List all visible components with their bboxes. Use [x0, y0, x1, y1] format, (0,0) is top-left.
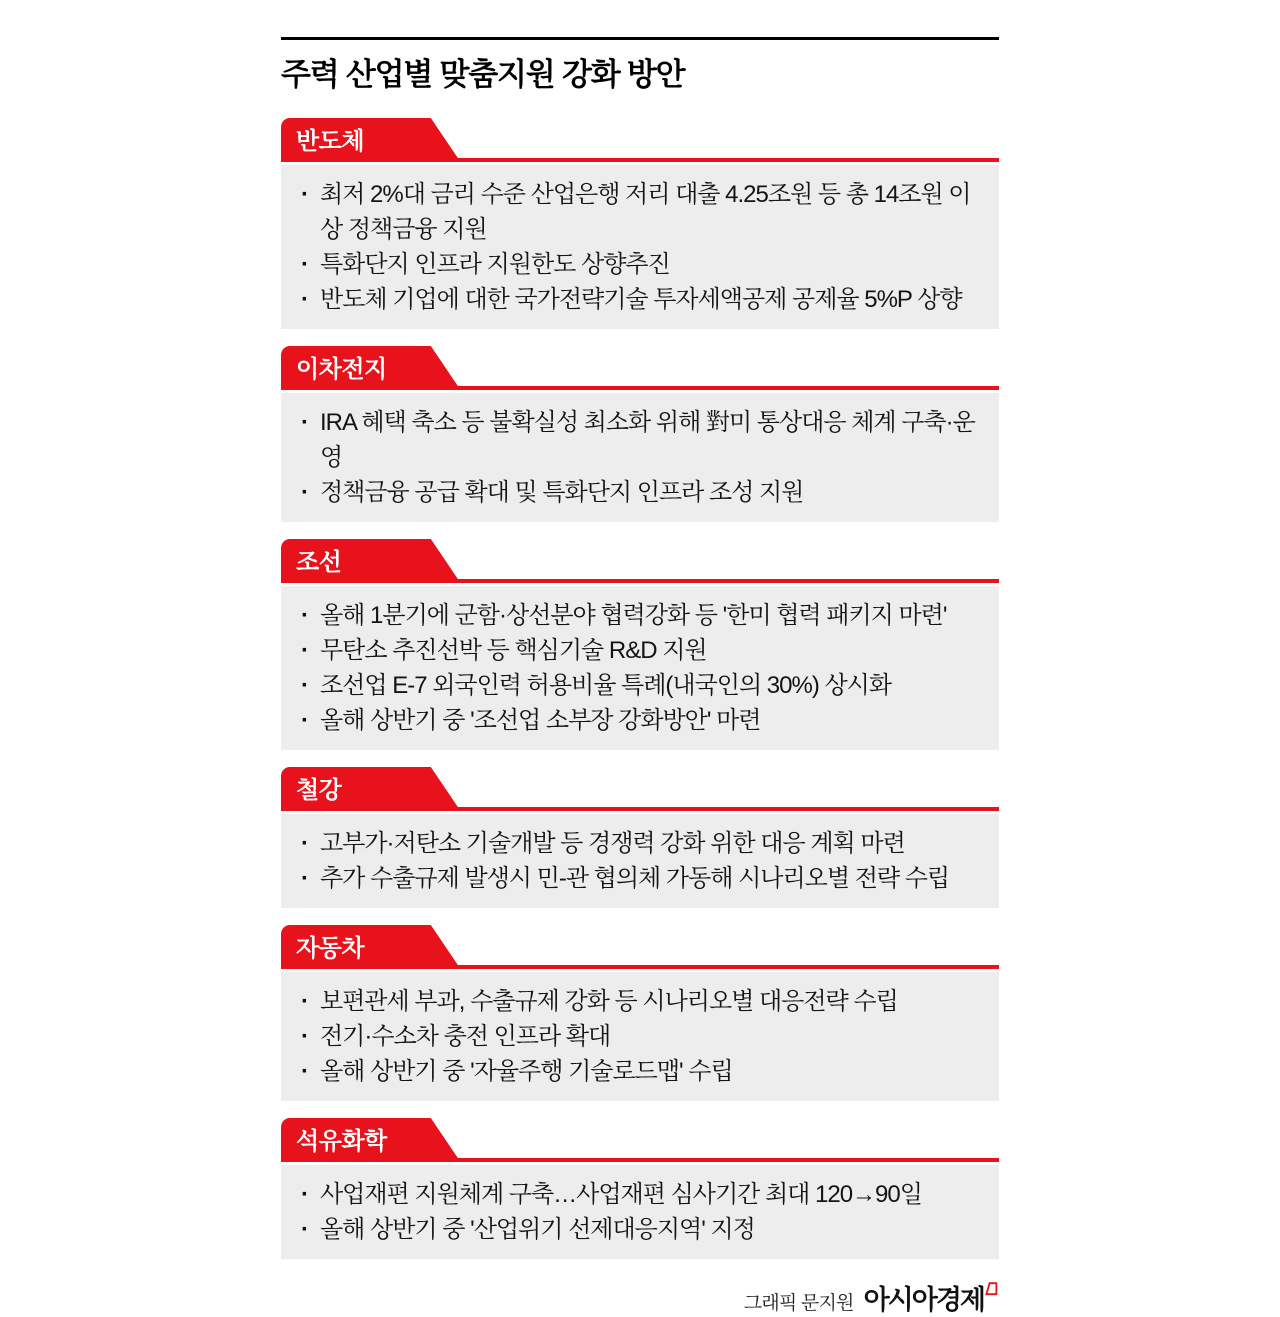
bullet-item — [301, 633, 981, 668]
bullet-item — [301, 1177, 981, 1212]
bullet-text: 올해 상반기 중 '자율주행 기술로드맵' 수립 — [320, 1058, 733, 1086]
footer-credit — [281, 1278, 999, 1317]
bullet-dot-icon — [301, 598, 320, 633]
infographic — [281, 0, 999, 1317]
top-divider-rule — [281, 37, 999, 40]
industry-section — [281, 118, 999, 329]
section-tab-label: 자동차 — [296, 934, 365, 962]
section-tab — [281, 925, 431, 965]
bullet-text: 올해 상반기 중 '산업위기 선제대응지역' 지정 — [320, 1216, 755, 1244]
bullet-dot-icon — [301, 405, 320, 440]
section-panel — [281, 586, 999, 750]
bullet-text: 정책금융 공급 확대 및 특화단지 인프라 조성 지원 — [320, 479, 804, 507]
bullet-item — [301, 861, 981, 896]
brand-logo-text: 아시아경제 — [863, 1285, 984, 1316]
bullet-dot-icon — [301, 703, 320, 738]
bullet-text: 최저 2%대 금리 수준 산업은행 저리 대출 4.25조원 등 총 14조원 이상 정책금융 지원 — [320, 181, 971, 244]
graphic-credit: 그래픽 문지원 — [743, 1293, 854, 1315]
bullet-dot-icon — [301, 633, 320, 668]
page-title: 주력 산업별 맞춤지원 강화 방안 — [281, 57, 685, 92]
section-red-rule — [281, 158, 999, 162]
bullet-item — [301, 282, 981, 317]
bullet-text: 추가 수출규제 발생시 민-관 협의체 가동해 시나리오별 전략 수립 — [320, 865, 950, 893]
industry-section — [281, 925, 999, 1101]
section-tab — [281, 539, 431, 579]
bullet-dot-icon — [301, 668, 320, 703]
bullet-dot-icon — [301, 1054, 320, 1089]
bullet-text: 보편관세 부과, 수출규제 강화 등 시나리오별 대응전략 수립 — [320, 988, 898, 1016]
bullet-text: 올해 상반기 중 '조선업 소부장 강화방안' 마련 — [320, 707, 761, 735]
section-tab-label: 석유화학 — [296, 1127, 387, 1155]
industry-section — [281, 767, 999, 908]
section-tab-label: 조선 — [296, 548, 342, 576]
bullet-item — [301, 826, 981, 861]
bullet-text: 무탄소 추진선박 등 핵심기술 R&D 지원 — [320, 637, 707, 665]
section-panel — [281, 165, 999, 329]
section-tab — [281, 346, 431, 386]
section-tab — [281, 1118, 431, 1158]
section-panel — [281, 814, 999, 908]
section-red-rule — [281, 579, 999, 583]
industry-section — [281, 346, 999, 522]
bullet-dot-icon — [301, 282, 320, 317]
bullet-dot-icon — [301, 1019, 320, 1054]
bullet-dot-icon — [301, 177, 320, 212]
bullet-item — [301, 475, 981, 510]
bullet-text: 올해 1분기에 군함·상선분야 협력강화 등 '한미 협력 패키지 마련' — [320, 602, 947, 630]
bullet-item — [301, 1054, 981, 1089]
bullet-text: 특화단지 인프라 지원한도 상향추진 — [320, 251, 670, 279]
bullet-text: 고부가·저탄소 기술개발 등 경쟁력 강화 위한 대응 계획 마련 — [320, 830, 905, 858]
industry-section — [281, 1118, 999, 1259]
bullet-text: 반도체 기업에 대한 국가전략기술 투자세액공제 공제율 5%P 상향 — [320, 286, 962, 314]
section-list — [281, 118, 999, 1259]
bullet-text: 사업재편 지원체계 구축…사업재편 심사기간 최대 120→90일 — [320, 1181, 922, 1209]
bullet-dot-icon — [301, 1212, 320, 1247]
section-panel — [281, 1165, 999, 1259]
bullet-dot-icon — [301, 861, 320, 896]
bullet-dot-icon — [301, 247, 320, 282]
bullet-item — [301, 598, 981, 633]
bullet-item — [301, 405, 981, 475]
bullet-text: IRA 혜택 축소 등 불확실성 최소화 위해 對미 통상대응 체계 구축·운영 — [320, 409, 975, 472]
bullet-dot-icon — [301, 1177, 320, 1212]
brand-logo — [864, 1278, 998, 1317]
section-tab-label: 반도체 — [296, 127, 365, 155]
bullet-item — [301, 668, 981, 703]
bullet-dot-icon — [301, 826, 320, 861]
bullet-dot-icon — [301, 475, 320, 510]
bullet-text: 전기·수소차 충전 인프라 확대 — [320, 1023, 611, 1051]
bullet-dot-icon — [301, 984, 320, 1019]
bullet-item — [301, 247, 981, 282]
section-red-rule — [281, 807, 999, 811]
industry-section — [281, 539, 999, 750]
section-tab — [281, 767, 431, 807]
bullet-item — [301, 984, 981, 1019]
bullet-item — [301, 1212, 981, 1247]
bullet-item — [301, 703, 981, 738]
section-tab-label: 이차전지 — [296, 355, 387, 383]
speech-bubble-mark-icon — [985, 1272, 998, 1303]
section-red-rule — [281, 1158, 999, 1162]
section-red-rule — [281, 386, 999, 390]
section-tab — [281, 118, 431, 158]
section-red-rule — [281, 965, 999, 969]
section-panel — [281, 972, 999, 1101]
bullet-item — [301, 1019, 981, 1054]
section-panel — [281, 393, 999, 522]
bullet-item — [301, 177, 981, 247]
section-tab-label: 철강 — [296, 776, 342, 804]
bullet-text: 조선업 E-7 외국인력 허용비율 특례(내국인의 30%) 상시화 — [320, 672, 892, 700]
